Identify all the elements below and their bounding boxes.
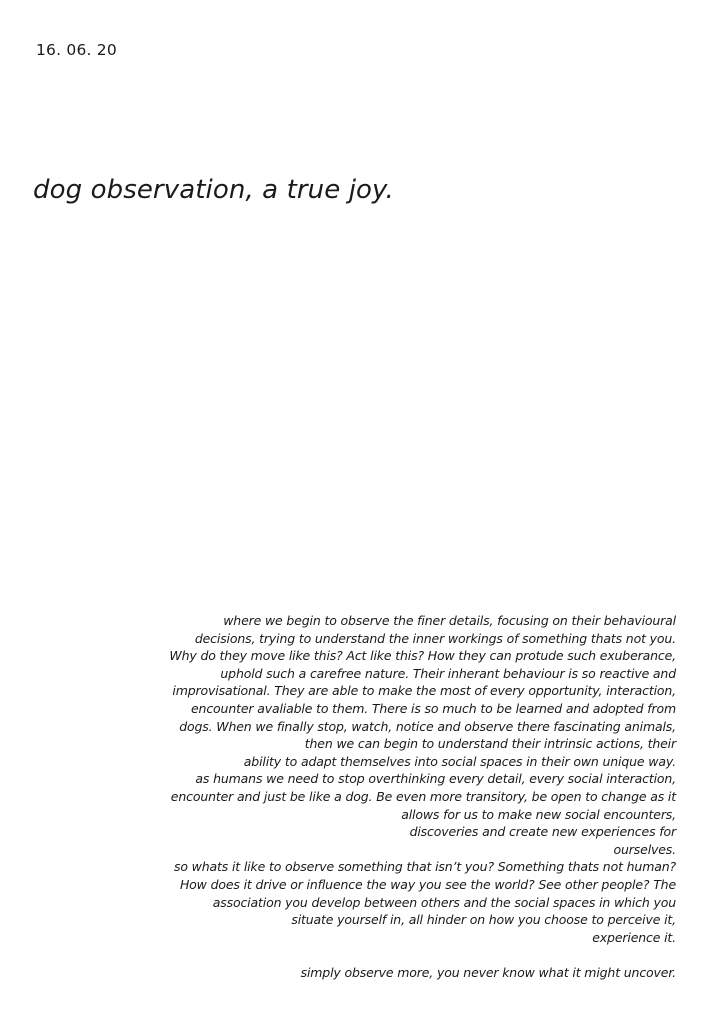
body-paragraph — [116, 612, 676, 981]
body-line: allows for us to make new social encounters, — [401, 806, 676, 822]
body-line: discoveries and create new experiences for — [409, 824, 676, 840]
body-line: improvisational. They are able to make the most of every opportunity, interaction, — [172, 683, 676, 699]
page-title: dog observation, a true joy. — [33, 175, 394, 205]
body-line: as humans we need to stop overthinking every detail, every social interaction, — [195, 771, 676, 787]
body-line: then we can begin to understand their intrinsic actions, their — [304, 736, 676, 752]
body-line: encounter and just be like a dog. Be even more transitory, be open to change as it — [170, 788, 676, 804]
closing-line: simply observe more, you never know what it might uncover. — [300, 964, 676, 980]
body-line: decisions, trying to understand the inner workings of something thats not you. — [194, 630, 676, 646]
body-line: ourselves. — [613, 841, 676, 857]
date-heading: 16. 06. 20 — [36, 41, 117, 59]
body-line: so whats it like to observe something that isn’t you? Something thats not human? — [173, 859, 676, 875]
body-line: ability to adapt themselves into social spaces in their own unique way. — [243, 753, 676, 769]
paragraph-gap — [116, 946, 676, 964]
body-line: situate yourself in, all hinder on how you choose to perceive it, — [291, 912, 676, 928]
body-line: dogs. When we finally stop, watch, notice and observe there fascinating animals, — [179, 718, 676, 734]
body-line: experience it. — [592, 929, 676, 945]
body-line: uphold such a carefree nature. Their inherant behaviour is so reactive and — [220, 665, 676, 681]
body-line: How does it drive or influence the way you see the world? See other people? The — [179, 876, 676, 892]
body-line: association you develop between others and the social spaces in which you — [212, 894, 676, 910]
body-line: where we begin to observe the finer details, focusing on their behavioural — [223, 613, 676, 628]
body-line: Why do they move like this? Act like this? How they can protude such exuberance, — [169, 648, 676, 664]
body-line: encounter avaliable to them. There is so much to be learned and adopted from — [191, 700, 676, 716]
